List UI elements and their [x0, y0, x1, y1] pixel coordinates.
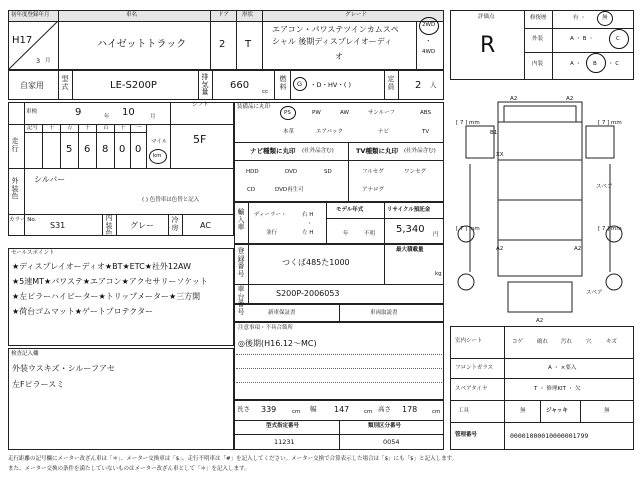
import-label: 輸入車 — [237, 208, 245, 232]
diagram-b1-label: B1 — [490, 130, 498, 136]
seat-item: 破れ — [537, 339, 549, 345]
mileage-unit: km — [153, 153, 162, 159]
score-value: R — [480, 33, 496, 58]
diagram-mm-label: [ 7 ] mm — [456, 120, 480, 126]
model-label: 型式 — [61, 75, 69, 91]
manual: 車両取説書 — [370, 310, 398, 316]
grade-line-3: オ — [335, 52, 343, 61]
equipment-item: ABS — [420, 110, 431, 116]
displacement-unit: cc — [262, 89, 269, 95]
repair-label: 修復歴 — [530, 15, 547, 21]
capacity-label: 定員 — [387, 75, 395, 91]
mileage-digit: 8 — [102, 144, 109, 155]
seat-item: コゲ — [512, 339, 524, 345]
mileage-col-100: 百 — [103, 125, 109, 131]
mileage-col-mark: 記号 — [27, 125, 39, 131]
first-reg-month: 3 — [36, 57, 41, 65]
diagram-a2-label: A2 — [496, 246, 504, 252]
inspection-label: 車検 — [26, 109, 38, 115]
nav-item: DVD — [285, 169, 298, 175]
nav-item: DVD再生可 — [275, 187, 304, 193]
inspection-month-unit: 月 — [150, 114, 156, 120]
interior-options-a: A ・ — [570, 61, 582, 67]
tv-item: フルセグ — [362, 169, 384, 175]
model-year-label: モデル年式 — [336, 207, 364, 213]
type-cert-value: 11231 — [274, 438, 295, 446]
tv-item: ワンセグ — [404, 169, 427, 175]
model-year-unit: 年 — [343, 231, 349, 237]
sales-point-line: ★ディスプレイオーディオ★BT★ETC★社外12AW — [12, 262, 192, 271]
shape-value: T — [245, 39, 252, 50]
diagram-a2-label: A2 — [510, 96, 518, 102]
score-label: 評価点 — [478, 14, 495, 20]
exterior-color-label: 外装色 — [11, 177, 19, 201]
diagram-mm-label: [ 7 ] mm — [598, 120, 622, 126]
spare-tire-value: T ・ 修理KIT ・ 欠 — [534, 386, 581, 392]
inspection-year-unit: 年 — [104, 114, 110, 120]
tv-type-label: TV種類に丸印 — [356, 147, 398, 155]
displacement-value: 660 — [230, 80, 250, 91]
interior-color-label: 内装色 — [105, 214, 113, 238]
mileage-digit: 6 — [84, 144, 91, 155]
shape-label: 形状 — [242, 12, 254, 18]
cooler-value: AC — [200, 221, 211, 230]
jack-value: 無 — [604, 408, 610, 414]
equipment-item: TV — [422, 129, 430, 135]
fuel-selected: G — [297, 80, 303, 88]
chassis-value: S200P-2006053 — [276, 289, 340, 298]
mileage-col-100k: 十 — [49, 125, 55, 131]
sales-point-line: ★左ピラーハイビーター★トリップメーター★三方開 — [12, 292, 201, 301]
footer-line-1: 走行距離の記号欄にメーター改ざん車は「＊」、メーター交換車は「$」、走行不明車は「#」を記入してください。メーター交換で合算表示した場合は「$」にも「$」と記入します。 — [8, 456, 458, 462]
diagram-a2-label: A2 — [566, 96, 574, 102]
cooler-label: 冷房 — [171, 216, 179, 232]
windshield-value: A ・ ×要入 — [548, 365, 577, 371]
equipment-item: PS — [284, 110, 291, 116]
windshield-label: フロントガラス — [455, 365, 494, 371]
plate-label: 登録番号 — [237, 247, 245, 279]
inspection-month: 10 — [122, 107, 135, 118]
width-label: 幅 — [310, 405, 317, 413]
length-label: 長さ — [237, 405, 250, 413]
mileage-digit: 0 — [119, 144, 126, 155]
capacity-unit: 人 — [430, 81, 437, 89]
equipment-item: ナビ — [378, 129, 390, 135]
recycle-label: リサイクル預託金 — [387, 207, 431, 213]
displacement-label: 排気量 — [201, 73, 209, 97]
capacity-value: 2 — [415, 80, 422, 91]
exterior-color-note: ( ) 色替車は色替と記入 — [142, 197, 200, 203]
footer-line-2: また、メーター交換の条件を満たしていないものはメーター改ざん車として「＊」を記入します。 — [8, 466, 250, 472]
diagram-xx-label: XX — [496, 152, 504, 158]
interior-seat-label: 室内シート — [455, 338, 483, 344]
shift-value: 5F — [193, 133, 207, 146]
recycle-unit: 円 — [433, 232, 439, 238]
sales-points-label: セールスポイント — [11, 250, 55, 256]
import-left: 左 H — [302, 230, 314, 236]
max-load-unit: kg — [435, 271, 442, 277]
nav-item: HDD — [246, 169, 259, 175]
equipment-item: AW — [340, 110, 349, 116]
max-load-label: 最大積載量 — [396, 247, 424, 253]
color-code-label: カラー No. — [9, 217, 37, 223]
shift-label: シフト — [192, 102, 209, 108]
equipment-item: エアバック — [316, 129, 344, 135]
notes-label: 注意事項・不具合箇所 — [238, 325, 294, 331]
exterior-color-value: シルバー — [34, 175, 66, 184]
length-unit: cm — [292, 409, 301, 415]
equipment-label: 装備品に丸印 — [237, 104, 271, 110]
interior-selected: B — [593, 61, 597, 67]
diagram-mm-label: [ 7 ] mm — [598, 226, 622, 232]
inspection-year: 9 — [75, 107, 82, 118]
inspection-frame — [8, 102, 234, 236]
equipment-item: PW — [312, 110, 321, 116]
nav-item: SD — [324, 169, 332, 175]
width-value: 147 — [334, 405, 350, 414]
class-label: 類別区分番号 — [368, 423, 402, 429]
repair-selected: 無 — [602, 15, 608, 21]
plate-value: つくば485た1000 — [282, 258, 350, 267]
mileage-col-1k: 千 — [85, 125, 91, 131]
nav-type-note: (社外品含む) — [302, 148, 334, 154]
diagram-spare-label: スペア — [596, 184, 613, 190]
import-right: 右 H — [302, 212, 314, 218]
length-value: 339 — [261, 405, 277, 414]
import-dealer: ディーラー・ — [254, 212, 287, 218]
car-name-label: 車名 — [126, 12, 138, 18]
tv-item: アナログ — [362, 187, 385, 193]
mgmt-value: 00001000010000001799 — [510, 432, 589, 440]
seat-item: 汚れ — [561, 339, 573, 345]
equipment-item: 本革 — [283, 129, 295, 135]
color-code-value: S31 — [50, 221, 66, 230]
first-reg-month-unit: 月 — [45, 58, 51, 64]
drive-4wd: 4WD — [422, 49, 436, 55]
exterior-options: A ・ B ・ — [570, 36, 594, 42]
car-diagram — [448, 92, 634, 324]
mileage-col-1: 一 — [136, 125, 142, 131]
drive-2wd: 2WD — [422, 22, 436, 28]
exterior-selected: C — [616, 36, 620, 42]
first-reg-year: H17 — [12, 35, 33, 46]
mileage-col-10k: 万 — [67, 125, 73, 131]
repair-options: 有 ・ — [573, 15, 586, 21]
diagram-a2-label: A2 — [574, 246, 582, 252]
drive-dot: ・ — [425, 37, 432, 45]
doors-value: 2 — [219, 39, 226, 50]
sales-point-line: ★荷台ゴムマット★ゲートプロテクター — [12, 307, 154, 316]
new-car-warranty: 新車保証書 — [268, 310, 296, 316]
interior-label: 内装 — [532, 61, 544, 67]
first-reg-label: 初年度登録年月 — [11, 12, 50, 18]
nav-type-label: ナビ種類に丸印 — [250, 147, 296, 155]
tv-type-note: (社外品含む) — [404, 148, 436, 154]
model-year-value: 不明 — [364, 231, 376, 237]
width-unit: cm — [364, 409, 373, 415]
seat-item: キズ — [606, 339, 617, 345]
notes-value: ◎後期(H16.12〜MC) — [238, 339, 317, 348]
inspector-notes-label: 検査記入欄 — [11, 351, 39, 357]
equipment-item: サンルーフ — [368, 110, 395, 116]
interior-options-c: ・ C — [608, 61, 620, 67]
diagram-mm-label: [ 7 ] mm — [456, 226, 480, 232]
mgmt-label: 管理番号 — [455, 432, 478, 438]
diagram-spare-label: スペア — [586, 290, 603, 296]
class-value: 0054 — [383, 438, 400, 446]
use-value: 自家用 — [20, 81, 44, 90]
jack-label: ジャッキ — [546, 408, 568, 414]
interior-color-value: グレー — [130, 221, 154, 230]
doors-label: ドア — [218, 12, 229, 18]
registration-frame — [8, 70, 444, 100]
fuel-options: ・D・HV・( ) — [310, 81, 351, 89]
import-dot: ・ — [307, 221, 313, 227]
height-unit: cm — [432, 409, 441, 415]
nav-item: CD — [247, 187, 256, 193]
mileage-label: 走行 — [11, 137, 19, 153]
tools-value: 無 — [520, 408, 526, 414]
seat-item: 穴 — [586, 339, 592, 345]
spare-tire-label: スペアタイヤ — [455, 386, 488, 392]
chassis-label: 車台番号 — [237, 285, 245, 317]
mileage-col-10: 十 — [120, 125, 126, 131]
mile-label: マイル — [151, 139, 168, 145]
model-value: LE-S200P — [110, 80, 157, 91]
notes-frame — [234, 322, 444, 400]
tools-label: 工具 — [458, 408, 470, 414]
height-label: 高さ — [378, 405, 391, 413]
import-parallel: 並行 — [266, 230, 278, 236]
exterior-label: 外装 — [532, 36, 544, 42]
fuel-label: 燃料 — [279, 75, 287, 91]
height-value: 178 — [402, 405, 418, 414]
inspector-note-line: 左Fピラースミ — [12, 380, 65, 389]
diagram-a2-label: A2 — [536, 318, 544, 324]
car-name-value: ハイゼットトラック — [97, 39, 187, 50]
inspector-note-line: 外装ウスキズ・シルーフアセ — [12, 364, 115, 373]
grade-line-2: シャル 後期ディスプレイオーディ — [272, 37, 393, 46]
mileage-digit: 0 — [135, 144, 142, 155]
sales-point-line: ★5速MT★パワステ★エアコン★アクセサリーソケット — [12, 277, 208, 286]
grade-label: グレード — [345, 12, 368, 18]
mileage-digit: 5 — [66, 144, 73, 155]
grade-line-1: エアコン・パワステツインカムスペ — [272, 25, 399, 34]
recycle-value: 5,340 — [396, 224, 425, 235]
type-cert-label: 型式指定番号 — [266, 423, 300, 429]
